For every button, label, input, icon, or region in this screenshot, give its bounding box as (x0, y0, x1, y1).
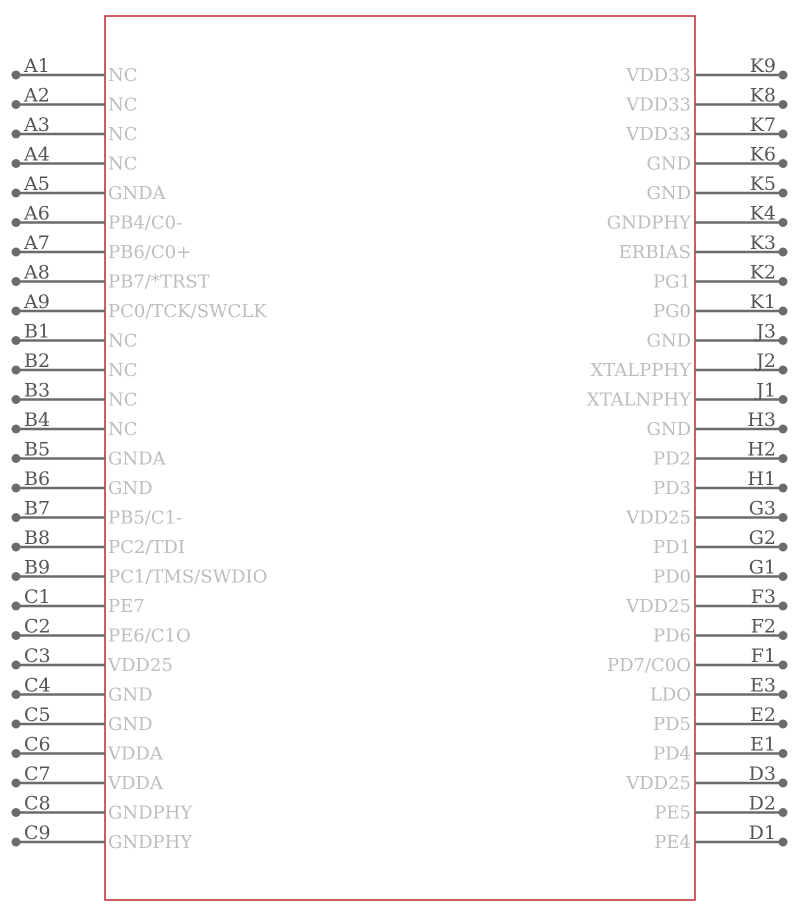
pin-number: E3 (750, 674, 776, 697)
pin-name: PB4/C0- (108, 212, 183, 234)
pin-name: VDD33 (626, 94, 691, 116)
pin-terminal-dot (12, 130, 21, 139)
pin-B3 (12, 380, 138, 411)
pin-C7 (12, 763, 164, 794)
pin-name: PD4 (653, 743, 691, 765)
right-pin-group (587, 55, 788, 853)
pin-name: GND (108, 714, 153, 735)
pin-terminal-dot (12, 248, 21, 257)
pin-H2 (653, 439, 788, 470)
pin-number: J3 (756, 320, 776, 343)
pin-terminal-dot (779, 336, 788, 345)
pin-A3 (12, 114, 138, 145)
pin-name: VDD25 (626, 596, 691, 617)
pin-E2 (653, 704, 788, 735)
pin-name: PB7/*TRST (108, 271, 210, 293)
pin-C5 (12, 704, 153, 735)
pin-number: A8 (24, 261, 50, 284)
pin-name: PG1 (653, 271, 691, 293)
pin-D2 (654, 793, 787, 824)
pin-terminal-dot (12, 100, 21, 109)
pin-name: PE7 (108, 596, 145, 617)
pin-name: VDD25 (108, 655, 173, 676)
pin-name: GND (646, 419, 691, 440)
pin-name: NC (108, 153, 138, 175)
pin-terminal-dot (779, 631, 788, 640)
pin-number: F2 (750, 615, 776, 638)
pin-name: VDDA (108, 743, 163, 765)
pin-name: PC1/TMS/SWDIO (108, 566, 268, 588)
pin-name: NC (108, 360, 138, 381)
pin-number: A6 (24, 202, 50, 225)
pin-number: H1 (747, 468, 776, 490)
pin-number: K1 (749, 291, 776, 313)
pin-terminal-dot (779, 808, 788, 817)
pin-number: J2 (756, 350, 776, 372)
pin-terminal-dot (779, 513, 788, 522)
pin-terminal-dot (779, 218, 788, 227)
pin-name: PE6/C1O (108, 625, 191, 647)
pin-number: K8 (749, 84, 776, 107)
pin-name: ERBIAS (618, 242, 691, 263)
pin-D3 (625, 763, 787, 794)
pin-number: B6 (24, 468, 51, 490)
pin-number: B2 (24, 350, 51, 372)
pin-name: NC (108, 124, 138, 145)
pin-terminal-dot (12, 484, 21, 493)
pin-name: GND (646, 153, 691, 175)
pin-number: D2 (748, 792, 776, 815)
pin-terminal-dot (12, 71, 21, 80)
pin-terminal-dot (779, 395, 788, 404)
pin-number: C3 (24, 645, 51, 667)
pin-C1 (12, 586, 145, 617)
pin-terminal-dot (779, 838, 788, 847)
pin-name: VDD33 (626, 65, 691, 86)
pin-terminal-dot (779, 749, 788, 758)
pin-terminal-dot (12, 336, 21, 345)
pin-G2 (653, 527, 788, 558)
pin-name: PC2/TDI (108, 537, 185, 558)
pin-B1 (12, 321, 138, 352)
pin-terminal-dot (12, 277, 21, 286)
pin-name: NC (108, 389, 138, 411)
pin-J3 (646, 321, 787, 352)
pin-name: NC (108, 94, 138, 116)
pin-terminal-dot (12, 631, 21, 640)
pin-name: GND (646, 183, 691, 204)
pin-terminal-dot (12, 513, 21, 522)
pin-terminal-dot (779, 661, 788, 670)
pin-A1 (12, 55, 138, 86)
pin-E1 (653, 734, 788, 765)
pin-terminal-dot (779, 277, 788, 286)
pin-K2 (653, 262, 787, 293)
pin-name: NC (108, 65, 138, 86)
pin-number: A2 (24, 84, 50, 107)
pin-H3 (646, 409, 787, 440)
pin-name: GNDPHY (108, 802, 193, 824)
pin-F1 (607, 645, 788, 676)
pin-number: H3 (747, 409, 776, 431)
pin-name: GNDA (108, 183, 166, 204)
pin-C2 (12, 616, 191, 647)
pin-number: C5 (24, 704, 51, 726)
pin-C3 (12, 645, 173, 676)
pin-number: A5 (24, 173, 50, 195)
pin-number: K5 (749, 173, 776, 195)
pin-terminal-dot (12, 307, 21, 316)
pin-terminal-dot (779, 543, 788, 552)
pin-A2 (12, 85, 138, 116)
pin-name: GNDPHY (606, 212, 691, 234)
pin-number: C9 (24, 822, 51, 844)
pin-K3 (619, 232, 788, 263)
pin-J2 (590, 350, 787, 381)
pin-number: F3 (750, 586, 776, 608)
pin-terminal-dot (12, 425, 21, 434)
pin-name: GNDPHY (108, 832, 193, 853)
pin-name: NC (108, 330, 138, 352)
pin-terminal-dot (12, 749, 21, 758)
pin-name: PD0 (653, 566, 691, 588)
pin-name: VDD25 (626, 773, 691, 794)
pin-number: B4 (24, 409, 51, 431)
pin-terminal-dot (12, 454, 21, 463)
pin-name: PD3 (653, 478, 691, 499)
pin-B5 (12, 439, 167, 470)
pin-terminal-dot (12, 720, 21, 729)
pin-A9 (12, 291, 268, 322)
pin-terminal-dot (12, 808, 21, 817)
pin-number: C8 (24, 792, 51, 815)
pin-name: GND (108, 478, 153, 499)
pin-name: PD1 (653, 537, 691, 558)
pin-number: E1 (750, 733, 776, 756)
pin-number: K4 (749, 202, 776, 225)
pin-number: B1 (24, 320, 51, 343)
pin-number: K9 (749, 55, 776, 77)
pin-G3 (625, 498, 787, 529)
pin-name: PB6/C0+ (108, 242, 192, 263)
pin-F2 (653, 616, 788, 647)
pin-B2 (12, 350, 138, 381)
pin-terminal-dot (12, 159, 21, 168)
pin-terminal-dot (12, 218, 21, 227)
pin-terminal-dot (12, 602, 21, 611)
pin-number: D3 (748, 763, 776, 785)
pin-number: A3 (24, 114, 50, 136)
pin-number: D1 (748, 822, 776, 844)
pin-A5 (12, 173, 167, 204)
pin-number: A1 (24, 55, 50, 77)
pin-K6 (646, 144, 787, 175)
pin-number: C4 (24, 674, 51, 697)
pin-name: GND (646, 330, 691, 352)
pin-name: LDO (649, 684, 691, 706)
pin-A4 (12, 144, 138, 175)
pin-name: PD5 (653, 714, 691, 735)
pin-terminal-dot (12, 838, 21, 847)
pin-number: C1 (24, 586, 51, 608)
pin-number: C6 (24, 733, 51, 756)
pin-name: VDD25 (626, 507, 691, 529)
pin-name: VDD33 (626, 124, 691, 145)
pin-B9 (12, 557, 268, 588)
pin-B6 (12, 468, 153, 499)
pin-name: PG0 (653, 301, 691, 322)
pin-K4 (607, 203, 788, 234)
pin-terminal-dot (12, 366, 21, 375)
pin-H1 (653, 468, 788, 499)
pin-name: XTALPPHY (590, 360, 691, 381)
left-pin-group (12, 55, 268, 853)
pin-name: PB5/C1- (108, 507, 183, 529)
pin-terminal-dot (779, 307, 788, 316)
pin-terminal-dot (12, 779, 21, 788)
pin-terminal-dot (12, 189, 21, 198)
pin-number: B3 (24, 379, 51, 402)
pin-D1 (654, 822, 787, 853)
pin-number: J1 (756, 379, 776, 402)
pin-A8 (12, 262, 210, 293)
pin-name: XTALNPHY (586, 389, 691, 411)
pin-terminal-dot (779, 425, 788, 434)
pin-C8 (12, 793, 194, 824)
pin-terminal-dot (779, 690, 788, 699)
pin-number: F1 (750, 645, 776, 667)
pin-number: A4 (24, 143, 50, 166)
pin-terminal-dot (12, 395, 21, 404)
pin-name: PD6 (653, 625, 691, 647)
pin-name: PD2 (653, 448, 691, 470)
pin-terminal-dot (779, 720, 788, 729)
pin-K9 (625, 55, 787, 86)
pin-terminal-dot (779, 100, 788, 109)
pin-K5 (646, 173, 787, 204)
pin-name: PC0/TCK/SWCLK (108, 301, 267, 322)
pin-C6 (12, 734, 164, 765)
pin-E3 (650, 675, 788, 706)
pin-number: C2 (24, 615, 51, 638)
pin-A7 (12, 232, 192, 263)
pin-number: B9 (24, 556, 51, 579)
pin-name: GND (108, 684, 153, 706)
pin-B8 (12, 527, 185, 558)
pin-number: C7 (24, 763, 51, 785)
pin-terminal-dot (779, 602, 788, 611)
pin-number: E2 (750, 704, 776, 726)
pin-C9 (12, 822, 194, 853)
pin-terminal-dot (779, 779, 788, 788)
pin-terminal-dot (779, 366, 788, 375)
pin-K8 (625, 85, 787, 116)
pin-terminal-dot (779, 189, 788, 198)
pin-name: PE4 (654, 832, 691, 853)
pin-terminal-dot (12, 572, 21, 581)
pin-number: B7 (24, 497, 51, 520)
pin-A6 (12, 203, 183, 234)
pin-terminal-dot (779, 572, 788, 581)
pin-B4 (12, 409, 138, 440)
pin-name: VDDA (108, 773, 163, 794)
pin-number: G2 (748, 527, 776, 549)
pin-B7 (12, 498, 183, 529)
pin-F3 (625, 586, 787, 617)
pin-terminal-dot (12, 690, 21, 699)
pin-G1 (653, 557, 788, 588)
pin-name: PE5 (654, 802, 691, 824)
pin-number: A9 (24, 291, 50, 313)
pin-number: H2 (747, 438, 776, 461)
pin-terminal-dot (779, 454, 788, 463)
pin-terminal-dot (779, 71, 788, 80)
pin-number: K7 (749, 114, 776, 136)
pin-number: G3 (748, 497, 776, 520)
pin-name: NC (108, 419, 138, 440)
pin-name: GNDA (108, 448, 166, 470)
pin-terminal-dot (12, 543, 21, 552)
pin-K7 (625, 114, 787, 145)
pin-number: K3 (749, 232, 776, 254)
pin-terminal-dot (779, 159, 788, 168)
pin-number: A7 (24, 232, 50, 254)
pin-number: B8 (24, 527, 51, 549)
pin-terminal-dot (12, 661, 21, 670)
pin-name: PD7/C0O (606, 655, 691, 676)
pin-number: K6 (749, 143, 776, 166)
component-body-outline (105, 16, 695, 900)
pin-K1 (653, 291, 787, 322)
pin-terminal-dot (779, 130, 788, 139)
pin-C4 (12, 675, 153, 706)
pin-terminal-dot (779, 248, 788, 257)
pin-terminal-dot (779, 484, 788, 493)
pin-number: B5 (24, 438, 51, 461)
pin-J1 (587, 380, 788, 411)
pin-number: K2 (749, 261, 776, 284)
pin-number: G1 (748, 556, 776, 579)
